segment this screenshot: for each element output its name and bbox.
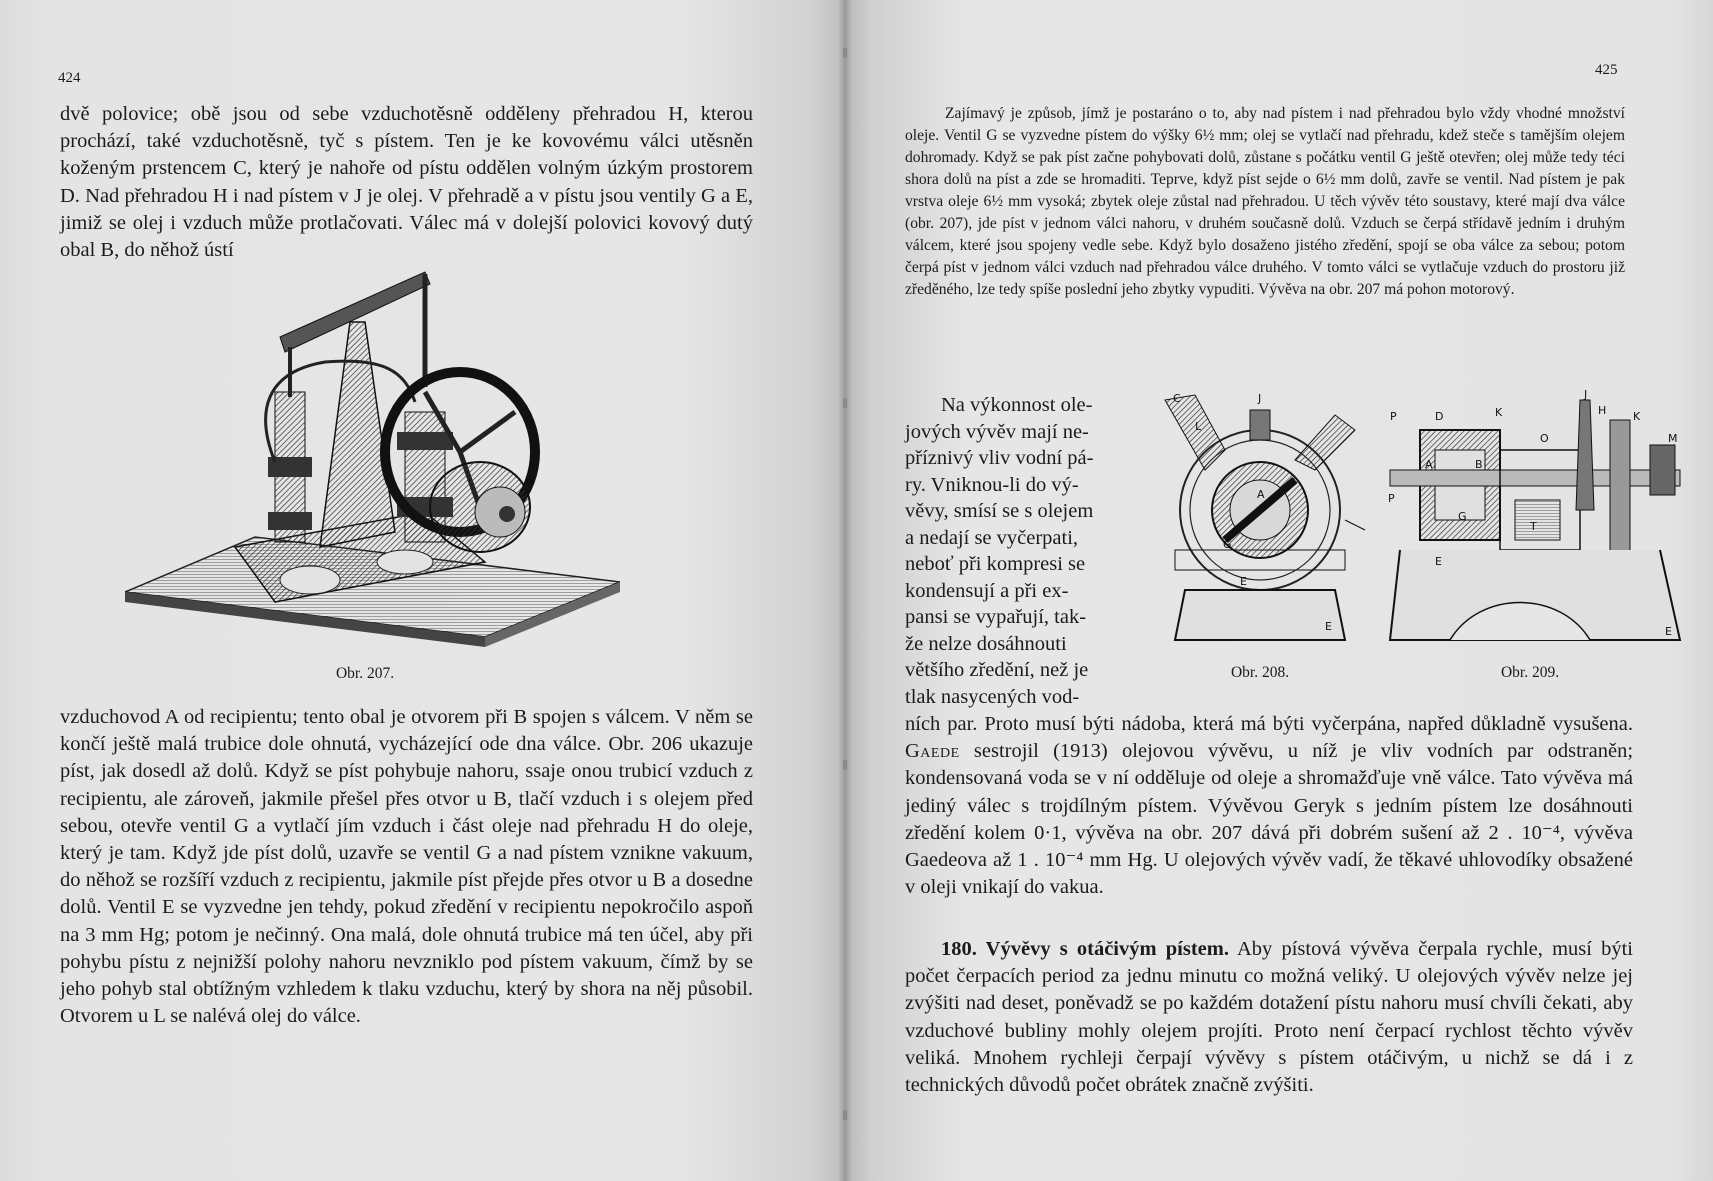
figure-208-section-diagram — [1145, 390, 1375, 655]
book-gutter — [838, 0, 852, 1181]
fig209-label: P — [1388, 492, 1395, 505]
fig208-label: E — [1240, 575, 1247, 588]
wrap-line: že nelze dosáhnouti — [905, 632, 1067, 655]
fig208-label: C — [1173, 392, 1181, 405]
wrap-line: a nedají se vyčerpati, — [905, 526, 1079, 549]
figure-209-section-diagram — [1380, 390, 1685, 655]
left-page — [0, 0, 845, 1181]
fig208-label: L — [1195, 420, 1202, 433]
rotary-pump-cross-section — [1145, 390, 1375, 655]
fig209-label: A — [1425, 458, 1433, 471]
paragraph-text: Zajímavý je způsob, jímž je postaráno o to, aby nad pístem i nad přehradou bylo vždy vhodné množství oleje. Ventil G se vyzvedne pístem do výšky 6½ mm; olej se vytlačí nad přehradu, kdež steče s tamějším olejem dohromady. Když se pak píst začne pohybovati dolů, zůstane s počátku ventil G ještě otevřen; olej může tedy téci shora dolů na píst a zde se hromaditi. Teprve, když píst sejde o 6½ mm dolů, zavře se ventil. Nad pístem je pak vrstva oleje 6½ mm vysoká; zbytek oleje zůstal nad přehradou. U těch vývěv této soustavy, které mají dva válce (obr. 207), jde píst v jednom válci nahoru, v druhém současně dolů. Vzduch se čerpá střídavě jedním i druhým válcem, které jsou spojeny vedle sebe. Když bylo dosaženo jistého zředění, spojí se oba válce za sebou; potom čerpá píst v jednom válci vzduch nad přehradou válce druhého. V tomto válci se vytlačuje vzduch do prostoru již zředěného, lze tedy spíše poslední jeho zbytky vypuditi. Vývěva na obr. 207 má pohon motorový. — [905, 105, 1625, 298]
figure-208-caption: Obr. 208. — [1230, 664, 1290, 681]
paragraph-text: dvě polovice; obě jsou od sebe vzduchotěsně odděleny přehradou H, kterou prochází, také vzduchotěsně, tyč s pístem. Ten je ke kovovému válci utěsněn koženým prstencem C, který je nahoře od pístu oddělen volným úzkým prostorem D. Nad přehradou H i nad pístem v J je olej. V přehradě a v pístu jsou ventily G a E, jimiž se olej i vzduch může protlačovati. Válec má v dolejší polovici kovový dutý obal B, do něhož ústí — [60, 103, 753, 262]
text-span: sestrojil (1913) olejovou vývěvu, u níž je vliv vodních par odstraněn; kondensovaná voda se v ní odděluje od oleje a shromažďuje vně válce. Tato vývěva má jediný válec s trojdílným pístem. Vývěvou Geryk s jedním pístem lze dosáhnouti zředění kolem 0·1, vývěva na obr. 207 dává při dobrém sušení až 2 . 10⁻⁴, vývěva Gaedeova až 1 . 10⁻⁴ mm Hg. U olejových vývěv vadí, že těkavé uhlovodíky obsažené v oleji vnikají do vakua. — [905, 740, 1634, 899]
fig209-label: J — [1584, 390, 1588, 401]
wrap-line: Na výkonnost ole- — [941, 394, 1093, 416]
fig209-label: O — [1540, 432, 1549, 445]
paragraph-text: vzduchovod A od recipientu; tento obal je otvorem při B spojen s válcem. V něm se končí ještě malá trubice dole ohnutá, vycházející ode dna válce. Obr. 206 ukazuje píst, jak dosedl až dolů. Když se píst pohybuje nahoru, ssaje onou trubicí vzduch z recipientu, ale zároveň, jakmile přešel přes otvor u B, tlačí vzduch i s olejem před sebou, otevře ventil G a vytlačí jím vzduch i část oleje nad přehradu H do oleje, který je tam. Když jde píst dolů, uzavře se ventil G a nad pístem vznikne vakuum, do něhož se rozšíří vzduch z recipientu, jakmile píst přejde přes otvor u B a dosedne dolů. Ventil E se vyzvedne jen tehdy, pokud zředění v recipientu nepokročilo aspoň na 3 mm Hg; potom je nečinný. Ona malá, dole ohnutá trubice má ten účel, aby při pohybu pístu z nejnižší polohy nahoru nevzniklo pod pístem vakuum, čímž by se jeho pohyb stal obtížným vzhledem k tlaku vzduchu, který by shora na něj působil. Otvorem u L se nalévá olej do válce. — [60, 706, 753, 1028]
fig209-label: P — [1390, 410, 1397, 423]
wrap-line: tlak nasycených vod- — [905, 685, 1080, 708]
rotary-pump-longitudinal-section — [1380, 390, 1685, 655]
continued-paragraph — [905, 711, 1633, 901]
fig209-label: T — [1530, 520, 1537, 533]
paragraph-text — [905, 936, 1633, 1099]
wrap-line: neboť při kompresi se — [905, 553, 1086, 575]
fig209-label: M — [1668, 432, 1678, 445]
right-page — [845, 0, 1713, 1181]
wrap-line: kondensují a při ex- — [905, 579, 1069, 602]
binding-stitch — [843, 1110, 847, 1120]
binding-stitch — [843, 760, 847, 770]
binding-stitch — [843, 48, 847, 58]
wrap-line: příznivý vliv vodní pá- — [905, 447, 1094, 469]
section-180 — [905, 936, 1633, 1099]
figure-207-pump-engraving — [125, 262, 620, 657]
text-span: ních par. Proto musí býti nádoba, která má býti vyčerpána, napřed důkladně vysušena. — [905, 713, 1633, 735]
fig209-label: H — [1598, 404, 1607, 417]
wrapped-paragraph — [905, 392, 1135, 710]
small-print-paragraph — [905, 103, 1625, 301]
wrap-line: pansi se vypařují, tak- — [905, 606, 1087, 628]
fig209-label: E — [1665, 625, 1672, 638]
fig209-label: D — [1435, 410, 1444, 423]
section-heading: 180. Vývěvy s otáčivým pístem. — [941, 938, 1229, 960]
fig209-label: K — [1633, 410, 1641, 423]
text-span: Aby pístová vývěva čerpala rychle, musí býti počet čerpacích period za jednu minutu co možná veliký. U olejových vývěv nelze jej zvýšiti nad deset, poněvadž se po každém dotažení pístu nahoru musí chvíli čekati, aby vzduchové bubliny mohly olejem projíti. Proto není čerpací rychlost těchto vývěv veliká. Mnohem rychleji čerpají vývěvy s pístem otáčivým, u nichž se dá i z technických důvodů počet obrátek značně zvýšiti. — [905, 938, 1633, 1097]
wrap-line: jových vývěv mají ne- — [905, 420, 1089, 443]
page-number: 425 — [1595, 62, 1618, 78]
wrap-line: ry. Vniknou-li do vý- — [905, 473, 1079, 496]
pump-illustration — [125, 262, 620, 657]
fig208-label: E — [1325, 620, 1332, 633]
figure-209-caption: Obr. 209. — [1500, 664, 1560, 681]
page-number: 424 — [58, 70, 81, 86]
paragraph-top — [60, 101, 753, 264]
fig208-label: G — [1223, 538, 1232, 551]
fig209-label: E — [1435, 555, 1442, 568]
wrap-line: věvy, smísí se s olejem — [905, 500, 1094, 522]
wrap-line: většího zředění, než je — [905, 659, 1089, 681]
fig209-label: K — [1495, 406, 1503, 419]
fig208-label: J — [1258, 392, 1262, 405]
fig209-label: B — [1475, 458, 1483, 471]
figure-207-caption: Obr. 207. — [335, 665, 395, 682]
binding-stitch — [843, 398, 847, 408]
author-name: Gaede — [905, 740, 960, 763]
fig208-label: A — [1257, 488, 1265, 501]
paragraph-bottom — [60, 704, 753, 1030]
paragraph-text — [905, 711, 1633, 901]
fig209-label: G — [1458, 510, 1467, 523]
